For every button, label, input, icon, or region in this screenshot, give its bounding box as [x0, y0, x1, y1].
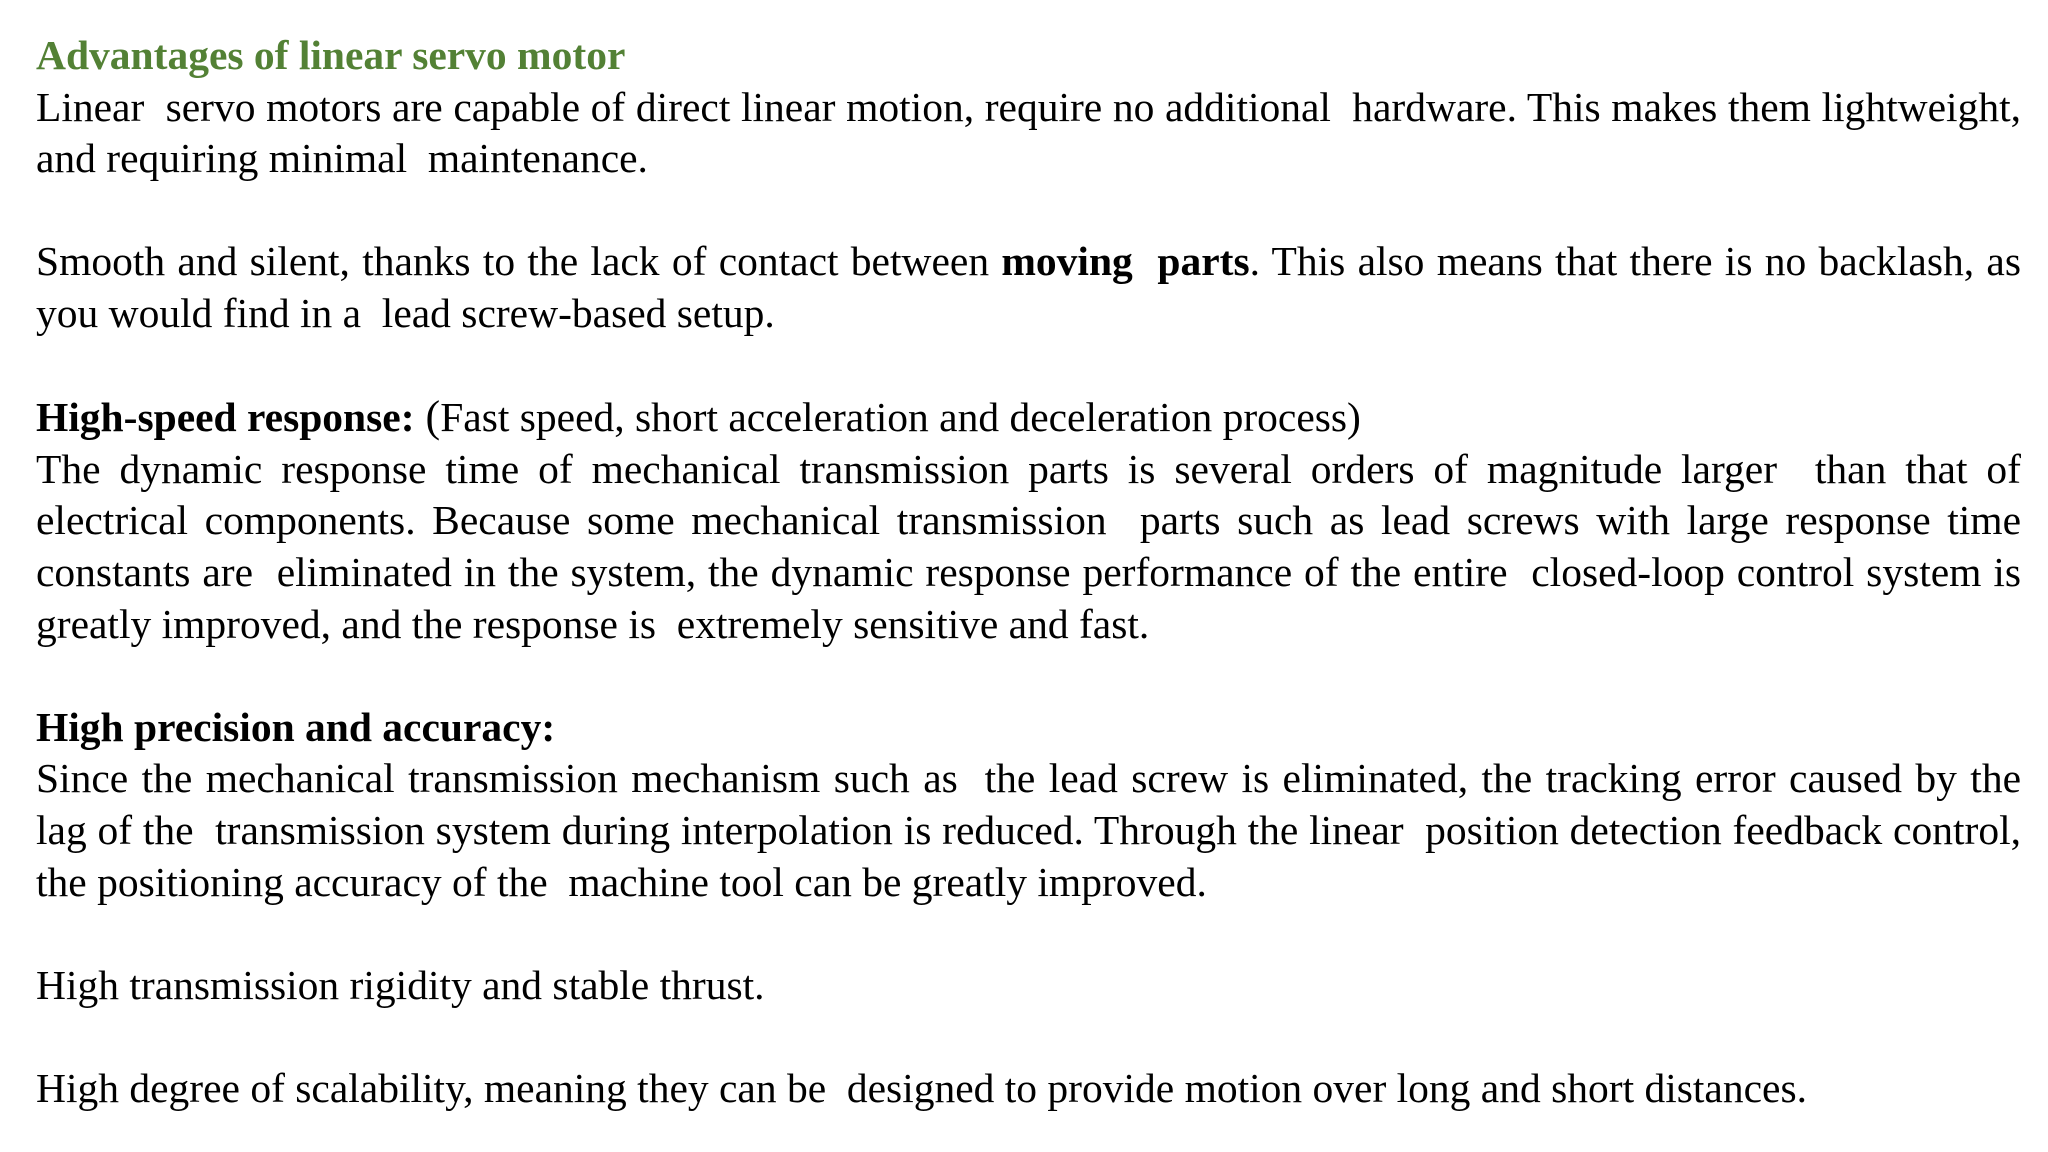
paragraph-spacer	[36, 185, 2021, 237]
scalability-paragraph: High degree of scalability, meaning they can be designed to provide motion over long and short distances.	[36, 1064, 1807, 1111]
high-speed-paren: (	[414, 392, 441, 442]
paragraph-spacer	[36, 340, 2021, 392]
precision-title: High precision and accuracy:	[36, 703, 556, 750]
document-heading: Advantages of linear servo motor	[36, 32, 626, 78]
document-page	[36, 30, 2032, 1114]
paragraph-spacer	[36, 908, 2021, 960]
high-speed-title-line	[36, 391, 2021, 444]
paragraph-spacer	[36, 1011, 2021, 1063]
paragraph-spacer	[36, 650, 2021, 702]
high-speed-paragraph: The dynamic response time of mechanical transmission parts is several orders of magnitude larger than that of electrical components. Because some mechanical transmission parts such as lead screws with large response time constants are eliminated in the system, the dynamic response performance of the entire closed-loop control system is greatly improved, and the response is extremely sensitive and fast.	[36, 445, 2032, 647]
high-speed-title: High-speed response:	[36, 394, 415, 441]
high-speed-subtitle: Fast speed, short acceleration and deceleration process)	[440, 394, 1361, 441]
smooth-text-before: Smooth and silent, thanks to the lack of contact between	[36, 238, 1002, 285]
smooth-text-after: . This also means that there is no backlash, as you would find in a lead screw-based setup.	[36, 238, 2032, 336]
rigidity-paragraph: High transmission rigidity and stable thrust.	[36, 961, 765, 1008]
smooth-bold-phrase: moving parts	[1001, 238, 1250, 285]
intro-paragraph: Linear servo motors are capable of direct linear motion, require no additional hardware. This makes them lightweight, and requiring minimal maintenance.	[36, 83, 2032, 182]
precision-paragraph: Since the mechanical transmission mechanism such as the lead screw is eliminated, the tracking error caused by the lag of the transmission system during interpolation is reduced. Through the linear position detection feedback control, the positioning accuracy of the machine tool can be greatly improved.	[36, 755, 2032, 905]
smooth-paragraph	[36, 236, 2032, 339]
